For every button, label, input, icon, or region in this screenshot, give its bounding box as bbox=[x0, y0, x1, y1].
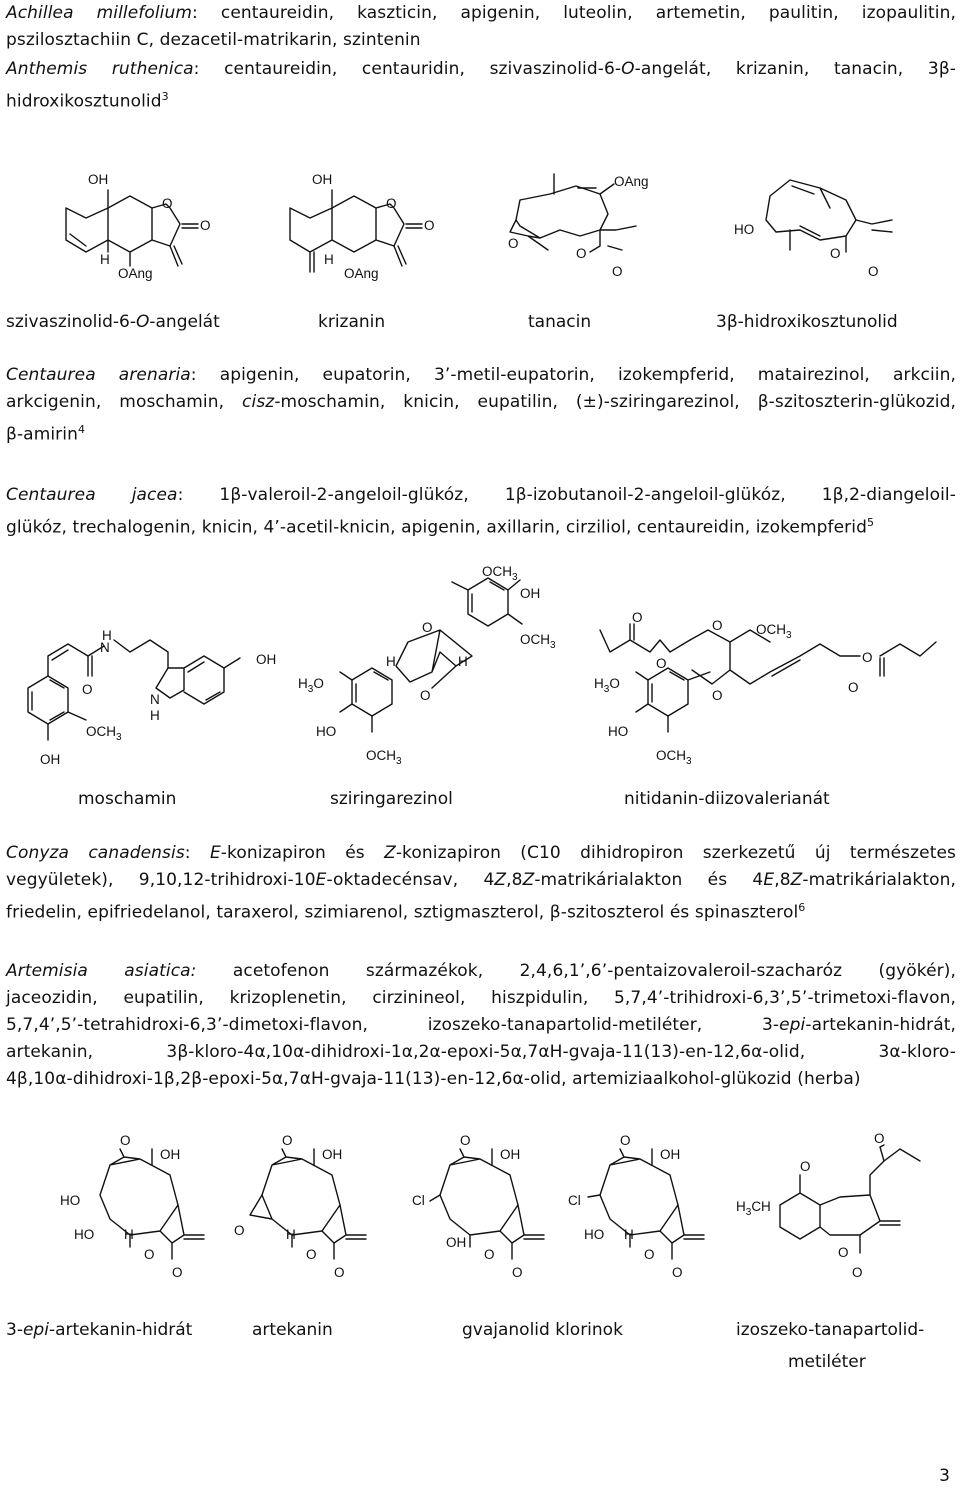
text: -matrikárialakton és 4 bbox=[534, 870, 764, 890]
label-part: 3 bbox=[603, 684, 610, 695]
structure-krizanin bbox=[290, 172, 435, 281]
text: ,8 bbox=[774, 870, 791, 890]
label: H bbox=[124, 1227, 134, 1242]
label: O bbox=[306, 1247, 317, 1262]
paragraph-centaurea-jacea: Centaurea jacea: 1β-valeroil-2-angeloil-glükóz, 1β-izobutanoil-2-angeloil-glükóz, 1β,2-diangeloil- glükóz, trechalogenin, knicin, 4’-acetil-knicin, apigenin, axillarin, cirziliol, centaureidin, izokempferid$^5$ bbox=[6, 485, 956, 538]
label: Cl bbox=[568, 1193, 581, 1208]
text: epi bbox=[22, 1320, 49, 1340]
structure-tanacin bbox=[508, 174, 649, 279]
label bbox=[366, 748, 402, 767]
label-part: 3 bbox=[686, 756, 692, 767]
caption-moschamin: moschamin bbox=[78, 789, 177, 809]
label-part: O bbox=[609, 676, 620, 691]
label: O bbox=[200, 218, 211, 233]
label: HO bbox=[608, 724, 629, 739]
text: -oktadecénsav, 4 bbox=[326, 870, 495, 890]
label: HO bbox=[316, 724, 337, 739]
text: ,8 bbox=[506, 870, 523, 890]
label: O bbox=[620, 1133, 631, 1148]
text: 5,7,4’,5’-tetrahidroxi-6,3’-dimetoxi-flavon, izoszeko-tanapartolid-metiléter, 3- bbox=[6, 1015, 780, 1035]
species-name: Achillea millefolium bbox=[6, 3, 193, 23]
text: -artekanin-hidrát bbox=[48, 1320, 193, 1340]
text: glükóz, trechalogenin, knicin, 4’-acetil-knicin, apigenin, axillarin, cirziliol, centaureidin, izokempferid bbox=[6, 517, 867, 538]
label: HO bbox=[584, 1227, 605, 1242]
structures-row-3 bbox=[0, 1131, 960, 1315]
label: O bbox=[172, 1265, 183, 1280]
label-part: 3 bbox=[307, 684, 314, 695]
label: O bbox=[672, 1265, 683, 1280]
species-name: Artemisia asiatica: bbox=[6, 961, 197, 981]
text: artekanin, 3β-kloro-4α,10α-dihidroxi-1α,2α-epoxi-5α,7αH-gvaja-11(13)-en-12,6α-olid, 3α-kloro- bbox=[6, 1042, 956, 1062]
label: Cl bbox=[412, 1193, 425, 1208]
label: O bbox=[862, 650, 873, 665]
structure-moschamin bbox=[28, 628, 276, 767]
text: O bbox=[135, 312, 150, 332]
label: H bbox=[150, 708, 160, 723]
text: -matrikárialakton, bbox=[802, 870, 956, 890]
paragraph-centaurea-arenaria: Centaurea arenaria: apigenin, eupatorin, 3’-metil-eupatorin, izokempferid, matairezinol, arkciin, arkcigenin, moschamin, cisz-moschamin, knicin, eupatilin, (±)-sziringarezinol, β-szitoszterin-glükozid, β-amirin$^4$ bbox=[6, 365, 956, 445]
reference-number: 5 bbox=[866, 516, 875, 529]
label-part: H bbox=[594, 676, 604, 691]
label: H bbox=[100, 252, 110, 267]
structure-hidroxikosztunolid bbox=[734, 180, 892, 279]
structure-szivaszinolid bbox=[66, 172, 211, 281]
label: OAng bbox=[118, 266, 153, 281]
label: OH bbox=[520, 586, 541, 601]
label: O bbox=[576, 246, 587, 261]
caption-metileter: metiléter bbox=[788, 1352, 866, 1372]
text: 3- bbox=[6, 1320, 23, 1340]
label bbox=[736, 1199, 771, 1218]
structures-row-2 bbox=[0, 560, 960, 770]
structure-nitidanin bbox=[594, 610, 936, 767]
label-part: 3 bbox=[396, 756, 402, 767]
text: szivaszinolid-6- bbox=[6, 312, 136, 332]
label: H bbox=[458, 654, 468, 669]
label: OH bbox=[160, 1147, 181, 1162]
reference-number: 6 bbox=[798, 901, 806, 914]
label: O bbox=[612, 264, 623, 279]
label: O bbox=[234, 1223, 245, 1238]
species-name: Centaurea arenaria bbox=[6, 365, 191, 385]
label-part: CH bbox=[751, 1199, 771, 1214]
label: OAng bbox=[344, 266, 379, 281]
text: E bbox=[209, 843, 221, 863]
label: O bbox=[334, 1265, 345, 1280]
structures-row-1 bbox=[0, 160, 960, 300]
label: N bbox=[150, 692, 160, 707]
text: pszilosztachiin C, dezacetil-matrikarin, szintenin bbox=[6, 30, 421, 50]
label: O bbox=[800, 1159, 811, 1174]
label: O bbox=[644, 1247, 655, 1262]
label: H bbox=[102, 628, 112, 643]
label: O bbox=[852, 1265, 863, 1280]
label: O bbox=[848, 680, 859, 695]
text: epi bbox=[779, 1015, 806, 1035]
label-part: OCH bbox=[656, 748, 686, 763]
label: O bbox=[838, 1245, 849, 1260]
label: OH bbox=[88, 172, 109, 187]
label-part: 3 bbox=[786, 630, 792, 641]
text: -artekanin-hidrát, bbox=[805, 1015, 956, 1035]
label bbox=[520, 632, 556, 651]
label-part: OCH bbox=[520, 632, 550, 647]
text: Z bbox=[494, 870, 507, 890]
label bbox=[656, 748, 692, 767]
label: HO bbox=[60, 1193, 81, 1208]
label: O bbox=[712, 618, 723, 633]
species-name: Anthemis ruthenica bbox=[6, 59, 194, 79]
label: N bbox=[100, 640, 110, 655]
label: O bbox=[386, 196, 397, 211]
paragraph-anthemis: Anthemis ruthenica: centaureidin, centauridin, szivaszinolid-6-O-angelát, krizanin, tanacin, 3β- hidroxikosztunolid$^3$ bbox=[6, 59, 957, 112]
label: O bbox=[632, 610, 643, 625]
caption-szivaszinolid bbox=[6, 312, 220, 332]
label: OH bbox=[322, 1147, 343, 1162]
reference-number: 3 bbox=[161, 90, 169, 103]
text: -konizapiron és bbox=[220, 843, 385, 863]
label-part: 3 bbox=[512, 572, 518, 583]
label: O bbox=[120, 1133, 131, 1148]
caption-sziringarezinol: sziringarezinol bbox=[330, 789, 453, 809]
label-part: 3 bbox=[745, 1207, 752, 1218]
label: OH bbox=[40, 752, 61, 767]
label: OH bbox=[500, 1147, 521, 1162]
text: E bbox=[315, 870, 327, 890]
text: friedelin, epifriedelanol, taraxerol, szimiarenol, sztigmaszterol, β-szitoszterol és spinaszterol bbox=[6, 902, 799, 923]
label-part: 3 bbox=[116, 732, 122, 743]
label: O bbox=[420, 688, 431, 703]
caption-epi-artekanin bbox=[6, 1320, 192, 1340]
page-number: 3 bbox=[939, 1466, 950, 1486]
label: H bbox=[624, 1227, 634, 1242]
label-part: OCH bbox=[756, 622, 786, 637]
label: O bbox=[484, 1247, 495, 1262]
text: cisz bbox=[242, 392, 275, 412]
label: O bbox=[656, 656, 667, 671]
label: O bbox=[460, 1133, 471, 1148]
structure-sziringarezinol bbox=[298, 564, 556, 767]
label: OH bbox=[446, 1235, 467, 1250]
text: -angelát bbox=[149, 312, 220, 332]
text: arkcigenin, moschamin, bbox=[6, 392, 243, 412]
label: OH bbox=[256, 652, 277, 667]
label: H bbox=[324, 252, 334, 267]
label: O bbox=[512, 1265, 523, 1280]
paragraph-achillea: Achillea millefolium: centaureidin, kaszticin, apigenin, luteolin, artemetin, paulitin, izopaulitin, pszilosztachiin C, dezacetil-matrikarin, szintenin bbox=[6, 0, 956, 54]
text: β-amirin bbox=[6, 424, 78, 445]
label: OH bbox=[312, 172, 333, 187]
label-part: OCH bbox=[366, 748, 396, 763]
species-name: Conyza canadensis bbox=[6, 843, 185, 863]
species-name: Centaurea jacea bbox=[6, 485, 178, 505]
label: O bbox=[874, 1131, 885, 1146]
text: Z bbox=[522, 870, 535, 890]
label bbox=[756, 622, 792, 641]
label: HO bbox=[74, 1227, 95, 1242]
text: -konizapiron (C10 dihidropiron szerkezetű új természetes bbox=[395, 843, 956, 863]
label-part: O bbox=[313, 676, 324, 691]
label: H bbox=[386, 654, 396, 669]
text: apigenin, eupatorin, 3’-metil-eupatorin, izokempferid, matairezinol, arkciin, bbox=[219, 365, 956, 385]
label-part: OCH bbox=[482, 564, 512, 579]
label: H bbox=[286, 1227, 296, 1242]
caption-krizanin: krizanin bbox=[318, 312, 386, 332]
label bbox=[594, 676, 620, 695]
text: 1β-valeroil-2-angeloil-glükóz, 1β-izobutanoil-2-angeloil-glükóz, 1β,2-diangeloil- bbox=[219, 485, 956, 505]
label: O bbox=[424, 218, 435, 233]
text: -angelát, krizanin, tanacin, 3β- bbox=[634, 59, 957, 79]
label: O bbox=[830, 246, 841, 261]
text: centaureidin, kaszticin, apigenin, luteolin, artemetin, paulitin, izopaulitin, bbox=[220, 3, 956, 23]
caption-tanacin: tanacin bbox=[528, 312, 592, 332]
paragraph-conyza: Conyza canadensis: E-konizapiron és Z-konizapiron (C10 dihidropiron szerkezetű új természetes vegyületek), 9,10,12-trihidroxi-10E-oktadecénsav, 4Z,8Z-matrikárialakton és 4E,8Z-matrikárialakton, friedelin, epifriedelanol, taraxerol, szimiarenol, sztigmaszterol, β-szitoszterol és spinaszterol$^6$ bbox=[6, 843, 956, 923]
text: E bbox=[763, 870, 775, 890]
reference-number: 4 bbox=[77, 423, 86, 436]
caption-hidroxikosztunolid: 3β-hidroxikosztunolid bbox=[716, 312, 898, 332]
text: acetofenon származékok, 2,4,6,1’,6’-pentaizovaleroil-szacharóz (gyökér), bbox=[232, 961, 956, 981]
label: O bbox=[82, 682, 93, 697]
label: OH bbox=[660, 1147, 681, 1162]
caption-artekanin: artekanin bbox=[252, 1320, 333, 1340]
text: centaureidin, centauridin, szivaszinolid-6- bbox=[224, 59, 622, 79]
caption-nitidanin: nitidanin-diizovalerianát bbox=[624, 789, 830, 809]
text: Z bbox=[790, 870, 803, 890]
label: O bbox=[868, 264, 879, 279]
label: O bbox=[422, 620, 433, 635]
caption-izoszeko-tanapartolid: izoszeko-tanapartolid- bbox=[736, 1320, 925, 1340]
label-part: OCH bbox=[86, 724, 116, 739]
structure-gvajanolid-klorin-2 bbox=[568, 1133, 704, 1280]
label: OAng bbox=[614, 174, 649, 189]
label: O bbox=[162, 196, 173, 211]
caption-gvajanolid-klorinok: gvajanolid klorinok bbox=[462, 1320, 623, 1340]
label: O bbox=[144, 1247, 155, 1262]
label bbox=[298, 676, 324, 695]
text: hidroxikosztunolid bbox=[6, 91, 162, 112]
label-part: H bbox=[736, 1199, 746, 1214]
text: O bbox=[621, 59, 635, 79]
text: -moschamin, knicin, eupatilin, (±)-sziringarezinol, β-szitoszterin-glükozid, bbox=[274, 392, 956, 412]
label: HO bbox=[734, 222, 755, 237]
structure-epi-artekanin-hidrat bbox=[60, 1133, 204, 1280]
label-part: 3 bbox=[550, 640, 556, 651]
text: Z bbox=[384, 843, 396, 863]
label bbox=[86, 724, 122, 743]
label: O bbox=[508, 236, 519, 251]
label bbox=[482, 564, 518, 583]
label-part: H bbox=[298, 676, 308, 691]
text: 4β,10α-dihidroxi-1β,2β-epoxi-5α,7αH-gvaja-11(13)-en-12,6α-olid, artemiziaalkohol-glükozid (herba) bbox=[6, 1069, 861, 1089]
structure-izoszeko-tanapartolid bbox=[736, 1131, 920, 1280]
label: O bbox=[712, 688, 723, 703]
paragraph-artemisia bbox=[6, 958, 956, 1093]
text: vegyületek), 9,10,12-trihidroxi-10 bbox=[6, 870, 316, 890]
structure-artekanin bbox=[234, 1133, 366, 1280]
structure-gvajanolid-klorin-1 bbox=[412, 1133, 544, 1280]
text: jaceozidin, eupatilin, krizoplenetin, cirzinineol, hiszpidulin, 5,7,4’-trihidroxi-6,3’,5’-trimetoxi-flavon, bbox=[6, 988, 956, 1008]
label: O bbox=[282, 1133, 293, 1148]
